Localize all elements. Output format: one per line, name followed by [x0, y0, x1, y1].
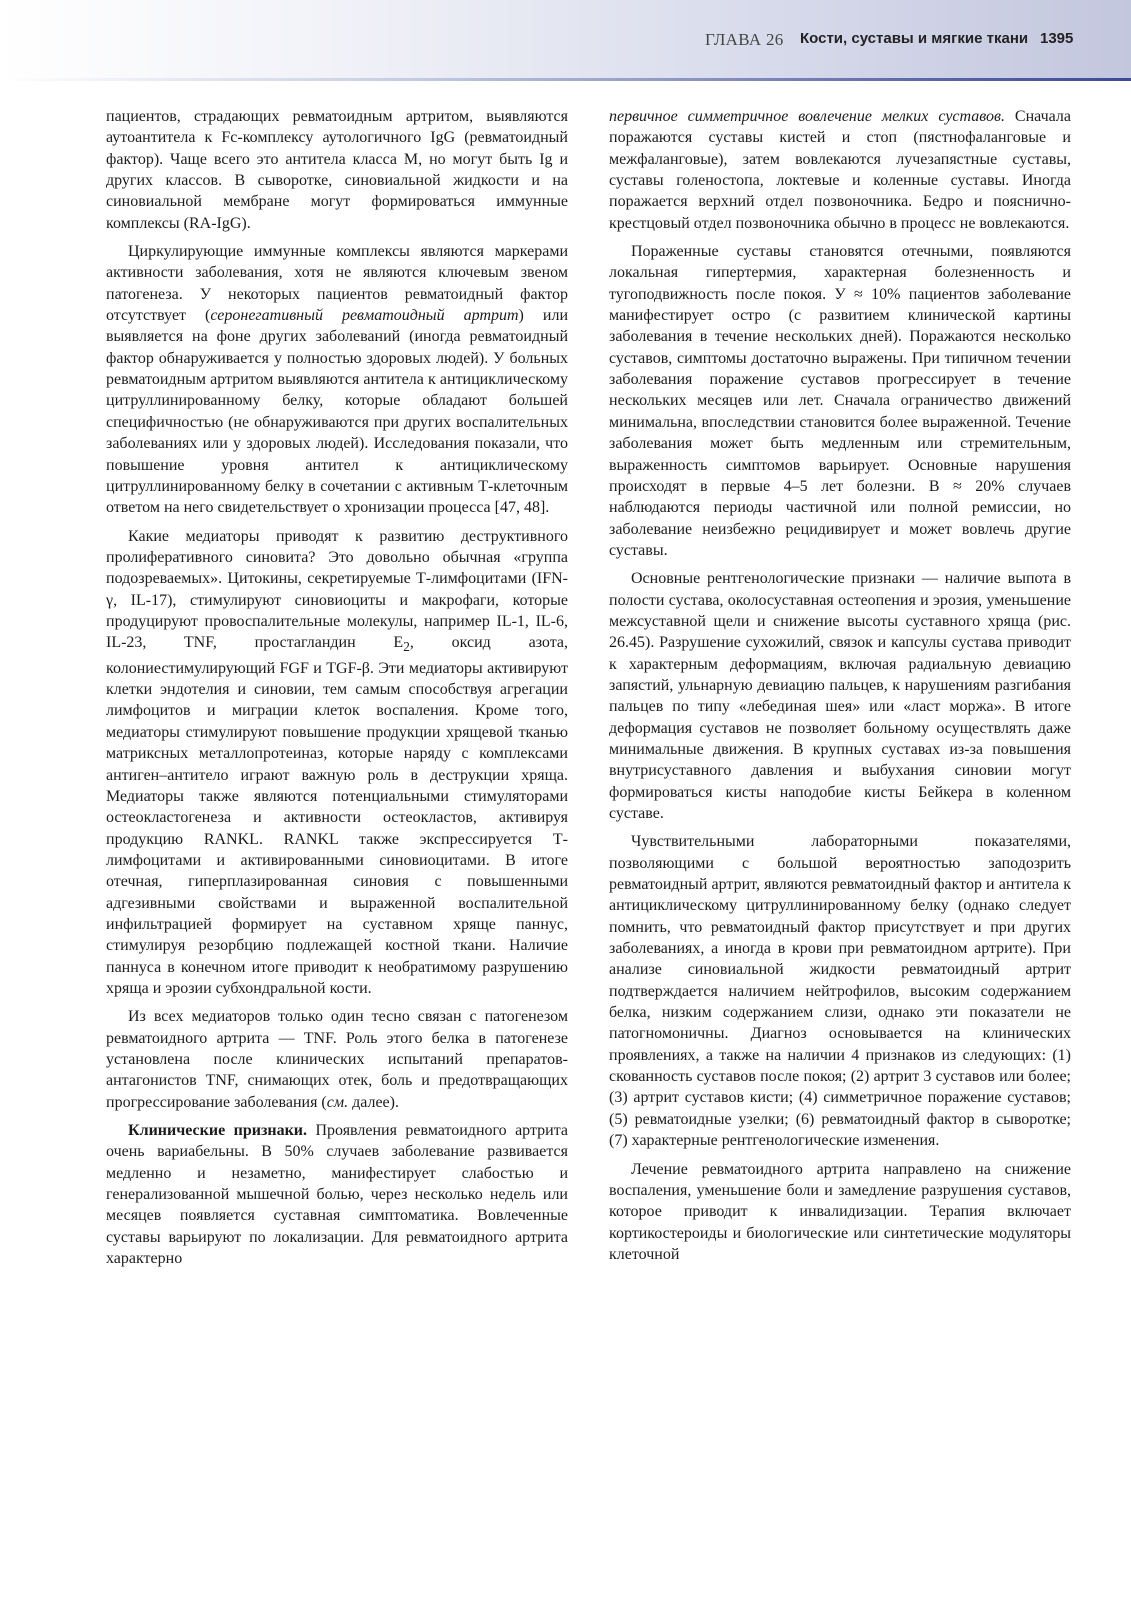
- chapter-title: Кости, суставы и мягкие ткани: [800, 30, 1029, 47]
- paragraph: Чувствительными лабораторными показателями, позволяющими с большой вероятностью заподозрить ревматоидный артрит, являются ревматоидный фактор и антитела к антициклическому цитруллинированному белку (однако следует помнить, что ревматоидный фактор присутствует и при других заболеваниях, а иногда в крови при ревматоидном артрите). При анализе синовиальной жидкости ревматоидный артрит подтверждается наличием нейтрофилов, высоким содержанием белка, низким содержанием слизи, однако эти показатели не патогномоничны. Диагноз основывается на клинических проявлениях, а также на наличии 4 признаков из следующих: (1) скованность суставов после покоя; (2) артрит 3 суставов или более; (3) артрит суставов кисти; (4) симметричное поражение суставов; (5) ревматоидные узелки; (6) ревматоидный фактор в сыворотке; (7) характерные рентгенологические изменения.: [609, 833, 1071, 1150]
- paragraph: Какие медиаторы приводят к развитию деструктивного пролиферативного синовита? Это довольно обычная «группа подозреваемых». Цитокины, секретируемые Т-лимфоцитами (IFN-γ, IL-17), стимулируют синовиоциты и макрофаги, которые продуцируют провоспалительные молекулы, например IL-1, IL-6, IL-23, TNF, простагландин $E_2$, оксид азота, колониестимулирующий FGF и TGF-β. Эти медиаторы активируют клетки эндотелия и синовии, тем самым способствуя агрегации лимфоцитов и миграции клеток воспаления. Кроме того, медиаторы стимулируют повышение продукции хрящевой тканью матриксных металлопротеиназ, которые наряду с комплексами антиген–антитело играют важную роль в деструкции хряща. Медиаторы также являются потенциальными стимуляторами остеокластогенеза и активности остеокластов, активируя продукцию RANKL. RANKL также экспрессируется Т-лимфоцитами и активированными синовиоцитами. В итоге отечная, гиперплазированная синовия с повышенными адгезивными свойствами и выраженной воспалительной инфильтрацией формирует на суставном хряще паннус, стимулируя резорбцию подлежащей костной ткани. Наличие паннуса в конечном итоге приводит к необратимому разрушению хряща и эрозии субхондральной кости.: [106, 527, 569, 997]
- page-number: 1395: [1040, 30, 1074, 47]
- paragraph: Клинические признаки. Проявления ревматоидного артрита очень вариабельны. В 50% случаев заболевание развивается медленно и незаметно, манифестирует слабостью и генерализованной мышечной болью, через несколько недель или месяцев появляется суставная симптоматика. Вовлеченные суставы варьируют по локализации. Для ревматоидного артрита характерно: [106, 1122, 568, 1268]
- paragraph: Лечение ревматоидного артрита направлено на снижение воспаления, уменьшение боли и замедление разрушения суставов, которое приводит к инвалидизации. Терапия включает кортикостероиды и биологические или синтетические модуляторы клеточной: [609, 1160, 1071, 1263]
- subscript: 2: [403, 639, 410, 655]
- left-column: [106, 106, 568, 1276]
- header-rule: [0, 78, 1131, 81]
- italic-term: серонегативный ревматоидный артрит: [210, 307, 519, 325]
- italic-term: см.: [326, 1093, 349, 1111]
- section-heading: Клинические признаки.: [128, 1122, 308, 1139]
- paragraph: Из всех медиаторов только один тесно связан с патогенезом ревматоидного артрита — TNF. Роль этого белка в патогенезе установлена после клинических испытаний препаратов-антагонистов TNF, снимающих отек, боль и предотвращающих прогрессирование заболевания (см. далее).: [106, 1008, 568, 1111]
- right-column: [609, 106, 1071, 1272]
- paragraph: первичное симметричное вовлечение мелких суставов. Сначала поражаются суставы кистей и стоп (пястнофаланговые и межфаланговые), затем вовлекаются лучезапястные суставы, суставы голеностопа, локтевые и коленные суставы. Иногда поражается верхний отдел позвоночника. Бедро и пояснично-крестцовый отдел позвоночника обычно в процесс не вовлекаются.: [609, 108, 1071, 232]
- paragraph: Циркулирующие иммунные комплексы являются маркерами активности заболевания, хотя не являются ключевым звеном патогенеза. У некоторых пациентов ревматоидный фактор отсутствует (серонегативный ревматоидный артрит) или выявляется на фоне других заболеваний (иногда ревматоидный фактор обнаруживается у полностью здоровых людей). У больных ревматоидным артритом выявляются антитела к антициклическому цитруллинированному белку, которые обладают большей специфичностью (не обнаруживаются при других воспалительных заболеваниях или у здоровых людей). Исследования показали, что повышение уровня антител к антициклическому цитруллинированному белку в сочетании с активным Т-клеточным ответом на него свидетельствует о хронизации процесса [47, 48].: [106, 243, 568, 517]
- paragraph: Пораженные суставы становятся отечными, появляются локальная гипертермия, характерная болезненность и тугоподвижность после покоя. У ≈ 10% пациентов заболевание манифестирует остро (с развитием клинической картины заболевания в течение нескольких дней). Поражаются несколько суставов, симптомы достаточно выражены. При типичном течении заболевания поражение суставов прогрессирует в течение нескольких месяцев или лет. Сначала ограничество движений минимальна, впоследствии становится более выраженной. Течение заболевания может быть медленным или стремительным, выраженность симптомов варьирует. Основные нарушения происходят в первые 4–5 лет болезни. В ≈ 20% случаев наблюдаются периоды частичной или полной ремиссии, но заболевание неизбежно рецидивирует и может вовлечь другие суставы.: [609, 243, 1071, 559]
- chapter-label: ГЛАВА 26: [705, 30, 784, 49]
- page-header: [0, 0, 1131, 80]
- italic-term: первичное симметричное вовлечение мелких суставов.: [609, 108, 1005, 125]
- paragraph: Основные рентгенологические признаки — наличие выпота в полости сустава, околосуставная остеопения и эрозия, уменьшение межсуставной щели и снижение высоты суставного хряща (рис. 26.45). Разрушение сухожилий, связок и капсулы сустава приводит к характерным деформациям, включая радиальную девиацию запястий, ульнарную девиацию пальцев, к нарушениям разгибания пальцев по типу «лебединая шея» или «ласт моржа». В итоге деформация суставов не позволяет больному осуществлять даже минимальные движения. В крупных суставах из-за повышения внутрисуставного давления и выбухания синовии могут формироваться кисты наподобие кисты Бейкера в коленном суставе.: [609, 570, 1071, 822]
- paragraph: пациентов, страдающих ревматоидным артритом, выявляются аутоантитела к Fc-комплексу аутологичного IgG (ревматоидный фактор). Чаще всего это антитела класса М, но могут быть Ig и других классов. В сыворотке, синовиальной жидкости и на синовиальной мембране могут формироваться иммунные комплексы (RA-IgG).: [106, 108, 568, 232]
